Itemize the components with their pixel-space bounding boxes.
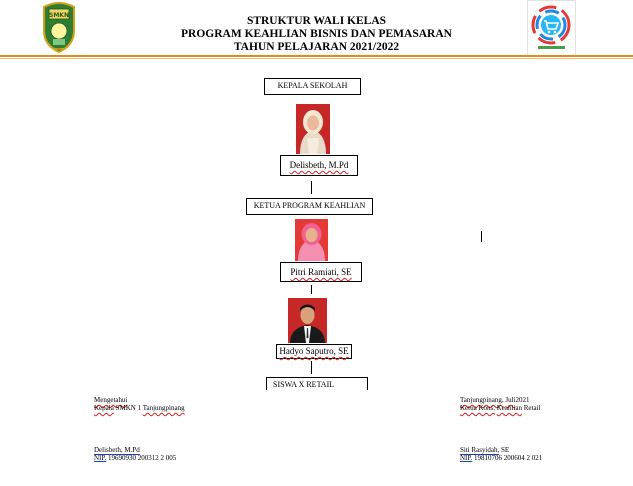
name-wali-kelas: Hadyo Saputro, SE	[276, 344, 352, 359]
label-school: SMKN 1	[115, 404, 142, 412]
label-retail: Retail	[523, 404, 541, 412]
portrait-icon	[288, 298, 327, 343]
signer-right-degree: SE	[501, 446, 510, 454]
nip-label-left: NIP.	[94, 454, 107, 462]
photo-wali-kelas	[288, 298, 327, 343]
title-line-1: STRUKTUR WALI KELAS	[246, 15, 387, 27]
label-mengetahui: Mengetahui	[94, 396, 128, 404]
connector-line-3	[311, 361, 312, 374]
label-place: Tanjungpinang,	[460, 396, 504, 404]
signer-left-name: Delisbeth, M.Pd	[94, 446, 140, 454]
photo-ketua-program	[295, 219, 328, 261]
nip-label-right: NIP.	[460, 454, 473, 462]
label-city: Tanjungpinang	[142, 404, 185, 412]
signer-right-name: Siti Rasyidah,	[460, 446, 500, 454]
signature-left-nip	[94, 454, 176, 463]
portrait-icon	[296, 104, 330, 154]
box-kepala-sekolah: KEPALA SEKOLAH	[264, 78, 361, 95]
photo-kepala-sekolah	[296, 104, 330, 154]
header-divider-thin	[0, 58, 633, 59]
header-divider	[0, 55, 633, 57]
portrait-icon	[295, 219, 328, 261]
signature-left-title	[94, 404, 185, 413]
connector-line-2	[311, 285, 312, 294]
box-ketua-program: KETUA PROGRAM KEAHLIAN	[246, 198, 373, 215]
nip-value-left: 19690930 200312 2 005	[108, 454, 177, 462]
connector-line-1	[311, 181, 312, 194]
box-siswa: SISWA X RETAIL	[266, 377, 368, 390]
name-kepala-sekolah: Delisbeth, M.Pd	[280, 155, 358, 176]
text-cursor	[481, 231, 482, 242]
signature-right-nip	[460, 454, 542, 463]
label-kepala: Kepala	[94, 404, 114, 412]
name-ketua-program: Pitri Ramiati, SE	[280, 262, 362, 282]
nip-value-right: 19810706 200604 2 021	[474, 454, 543, 462]
title-line-2: PROGRAM KEAHLIAN BISNIS DAN PEMASARAN	[181, 28, 452, 40]
label-ketua-kons: Ketua Kons.	[460, 404, 495, 412]
logo-text: SMKN	[49, 12, 69, 19]
signature-right-title	[460, 404, 540, 413]
label-keahlian: Keahlian	[496, 404, 523, 412]
label-month: Juli	[505, 396, 516, 404]
label-year: 2021	[515, 396, 530, 404]
title-line-3: TAHUN PELAJARAN 2021/2022	[233, 41, 400, 53]
